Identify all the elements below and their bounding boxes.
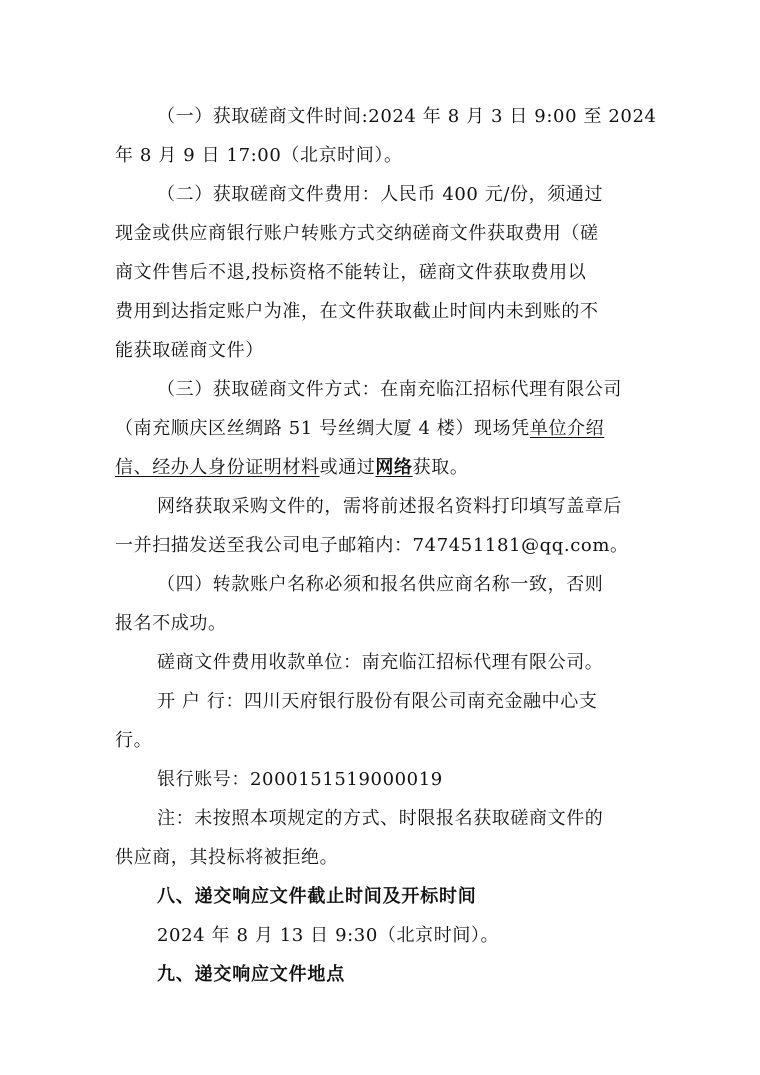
paragraph-2-line-1: （二）获取磋商文件费用：人民币 400 元/份，须通过	[157, 184, 604, 205]
underlined-unit-letter-part-1: 单位介绍	[529, 418, 605, 439]
paragraph-4-line-1: 网络获取采购文件的，需将前述报名资料打印填写盖章后	[157, 496, 622, 517]
note-line-1: 注：未按照本项规定的方式、时限报名获取磋商文件的	[157, 808, 604, 829]
payee-line: 磋商文件费用收款单位：南充临江招标代理有限公司。	[157, 652, 604, 673]
paragraph-5-line-2: 报名不成功。	[115, 613, 227, 634]
underlined-unit-letter-part-2: 信、经办人身份证明材料	[115, 457, 320, 478]
or-through-text: 或通过	[319, 457, 376, 478]
bank-line-2: 行。	[115, 730, 153, 751]
paragraph-3-line-2	[115, 416, 604, 442]
paragraph-2-line-2: 现金或供应商银行账户转账方式交纳磋商文件获取费用（磋	[115, 223, 599, 244]
paragraph-3-line-1: （三）获取磋商文件方式：在南充临江招标代理有限公司	[157, 379, 622, 400]
obtain-text: 获取。	[412, 457, 469, 478]
paragraph-1-line-2: 年 8 月 9 日 17:00（北京时间）。	[115, 145, 403, 166]
section-9-heading: 九、递交响应文件地点	[157, 964, 345, 985]
section-8-content: 2024 年 8 月 13 日 9:30（北京时间）。	[157, 925, 500, 946]
paragraph-2-line-4: 费用到达指定账户为准，在文件获取截止时间内未到账的不	[115, 301, 599, 322]
paragraph-5-line-1: （四）转款账户名称必须和报名供应商名称一致，否则	[157, 574, 604, 595]
bank-line-1: 开 户 行：四川天府银行股份有限公司南充金融中心支	[157, 691, 598, 712]
paragraph-2-line-5: 能获取磋商文件）	[115, 340, 264, 361]
section-8-heading: 八、递交响应文件截止时间及开标时间	[157, 886, 477, 907]
paragraph-2-line-3: 商文件售后不退,投标资格不能转让，磋商文件获取费用以	[115, 262, 587, 283]
paragraph-3-line-3	[115, 455, 468, 481]
paragraph-1-line-1: （一）获取磋商文件时间:2024 年 8 月 3 日 9:00 至 2024	[157, 106, 657, 127]
paragraph-4-line-2: 一并扫描发送至我公司电子邮箱内：747451181@qq.com。	[115, 535, 629, 556]
note-line-2: 供应商，其投标将被拒绝。	[115, 847, 339, 868]
network-link-text[interactable]: 网络	[375, 457, 413, 478]
account-number-line: 银行账号：2000151519000019	[157, 769, 443, 790]
paragraph-3-line-2-text: （南充顺庆区丝绸路 51 号丝绸大厦 4 楼）现场凭	[115, 418, 530, 439]
